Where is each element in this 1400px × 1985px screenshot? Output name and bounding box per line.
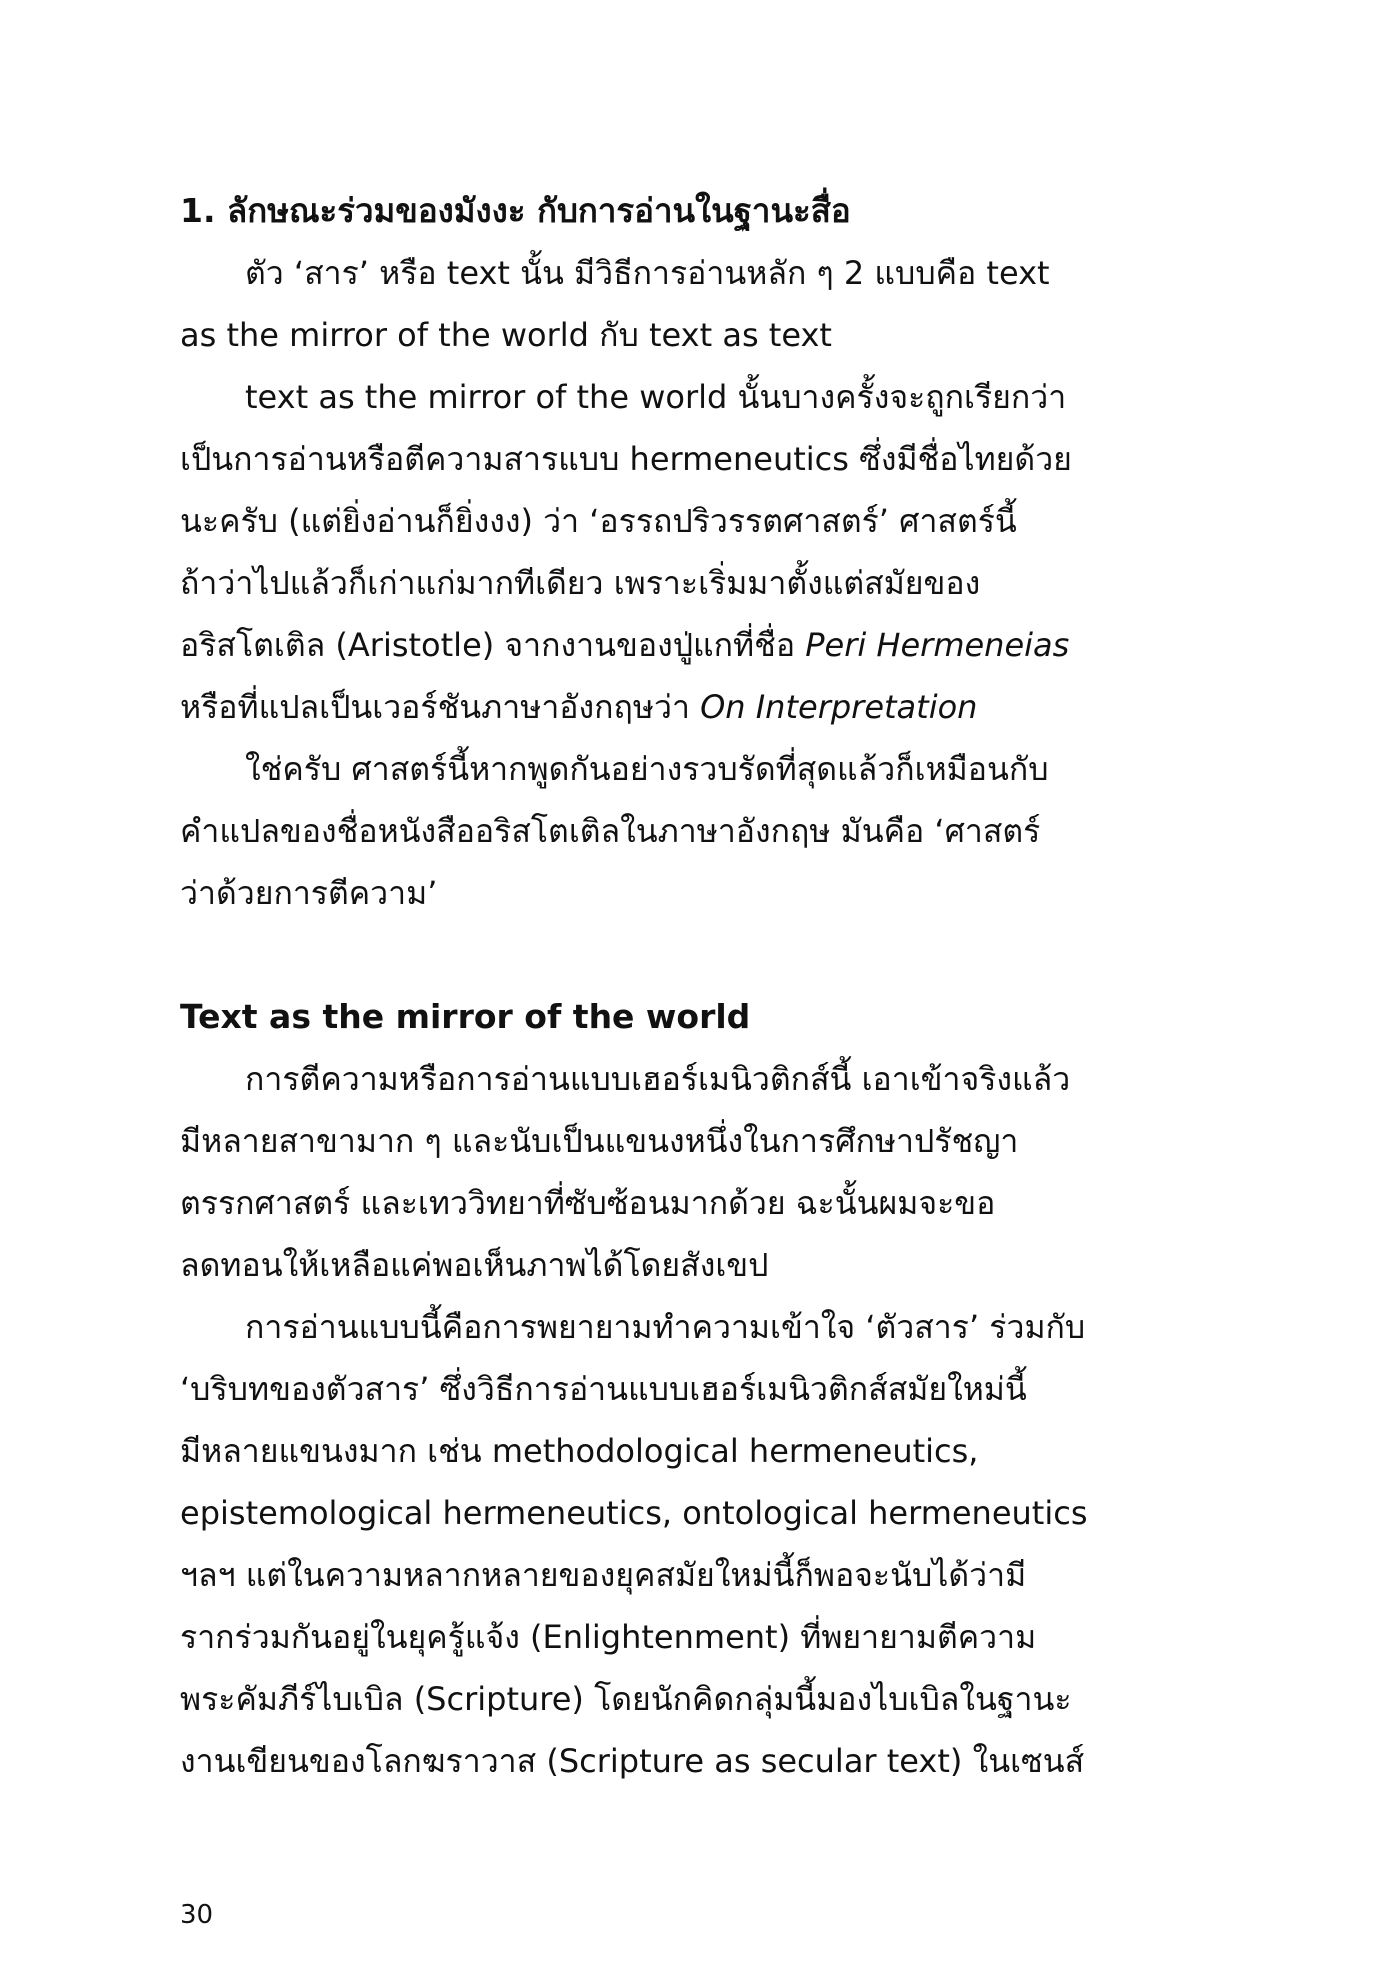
text-line: การตีความหรือการอ่านแบบเฮอร์เมนิวติกส์นี้ เอาเข้าจริงแล้ว [245,1060,1071,1098]
section-spacer [180,924,1220,986]
page-number: 30 [180,1900,214,1930]
text-line: นะครับ (แต่ยิ่งอ่านก็ยิ่งงง) ว่า ‘อรรถปริวรรตศาสตร์’ ศาสตร์นี้ [180,502,1017,540]
text-line: คำแปลของชื่อหนังสืออริสโตเติลในภาษาอังกฤษ มันคือ ‘ศาสตร์ [180,812,1041,850]
text-line: พระคัมภีร์ไบเบิล (Scripture) โดยนักคิดกลุ่มนี้มองไบเบิลในฐานะ [180,1680,1072,1718]
text-line: รากร่วมกันอยู่ในยุครู้แจ้ง (Enlightenment) ที่พยายามตีความ [180,1618,1037,1656]
text-line: epistemological hermeneutics, ontological hermeneutics [180,1494,1088,1532]
text-line: ‘บริบทของตัวสาร’ ซึ่งวิธีการอ่านแบบเฮอร์เมนิวติกส์สมัยใหม่นี้ [180,1370,1027,1408]
text-line [180,676,1220,738]
text-segment: หรือที่แปลเป็นเวอร์ชันภาษาอังกฤษว่า [180,688,701,726]
section-heading-1: 1. ลักษณะร่วมของมังงะ กับการอ่านในฐานะสื่อ [180,191,851,230]
paragraph [180,366,1220,738]
paragraph [180,1048,1220,1296]
text-line: text as the mirror of the world นั้นบางครั้งจะถูกเรียกว่า [245,378,1067,416]
text-line: ฯลฯ แต่ในความหลากหลายของยุคสมัยใหม่นี้ก็พอจะนับได้ว่ามี [180,1556,1027,1594]
text-line: ใช่ครับ ศาสตร์นี้หากพูดกันอย่างรวบรัดที่สุดแล้วก็เหมือนกับ [245,750,1049,788]
page-body [180,180,1220,1792]
text-segment: อริสโตเติล (Aristotle) จากงานของปู่แกที่ชื่อ [180,626,806,664]
book-title-peri-hermeneias: Peri Hermeneias [805,626,1070,664]
book-title-on-interpretation: On Interpretation [700,688,978,726]
paragraph [180,1296,1220,1792]
text-line: มีหลายสาขามาก ๆ และนับเป็นแขนงหนึ่งในการศึกษาปรัชญา [180,1122,1019,1160]
text-line: ถ้าว่าไปแล้วก็เก่าแก่มากทีเดียว เพราะเริ่มมาตั้งแต่สมัยของ [180,564,981,602]
paragraph [180,242,1220,366]
text-line: ตัว ‘สาร’ หรือ text นั้น มีวิธีการอ่านหลัก ๆ 2 แบบคือ text [245,254,1050,292]
section-heading-2: Text as the mirror of the world [180,997,751,1036]
text-line: as the mirror of the world กับ text as text [180,316,832,354]
text-line: เป็นการอ่านหรือตีความสารแบบ hermeneutics ซึ่งมีชื่อไทยด้วย [180,440,1072,478]
text-line: งานเขียนของโลกฆราวาส (Scripture as secular text) ในเซนส์ [180,1742,1085,1780]
paragraph [180,738,1220,924]
text-line: ว่าด้วยการตีความ’ [180,874,438,912]
text-line: การอ่านแบบนี้คือการพยายามทำความเข้าใจ ‘ตัวสาร’ ร่วมกับ [245,1308,1086,1346]
text-line [180,614,1220,676]
text-line: ลดทอนให้เหลือแค่พอเห็นภาพได้โดยสังเขป [180,1246,769,1284]
text-line: มีหลายแขนงมาก เช่น methodological hermeneutics, [180,1432,979,1470]
text-line: ตรรกศาสตร์ และเทววิทยาที่ซับซ้อนมากด้วย ฉะนั้นผมจะขอ [180,1184,996,1222]
